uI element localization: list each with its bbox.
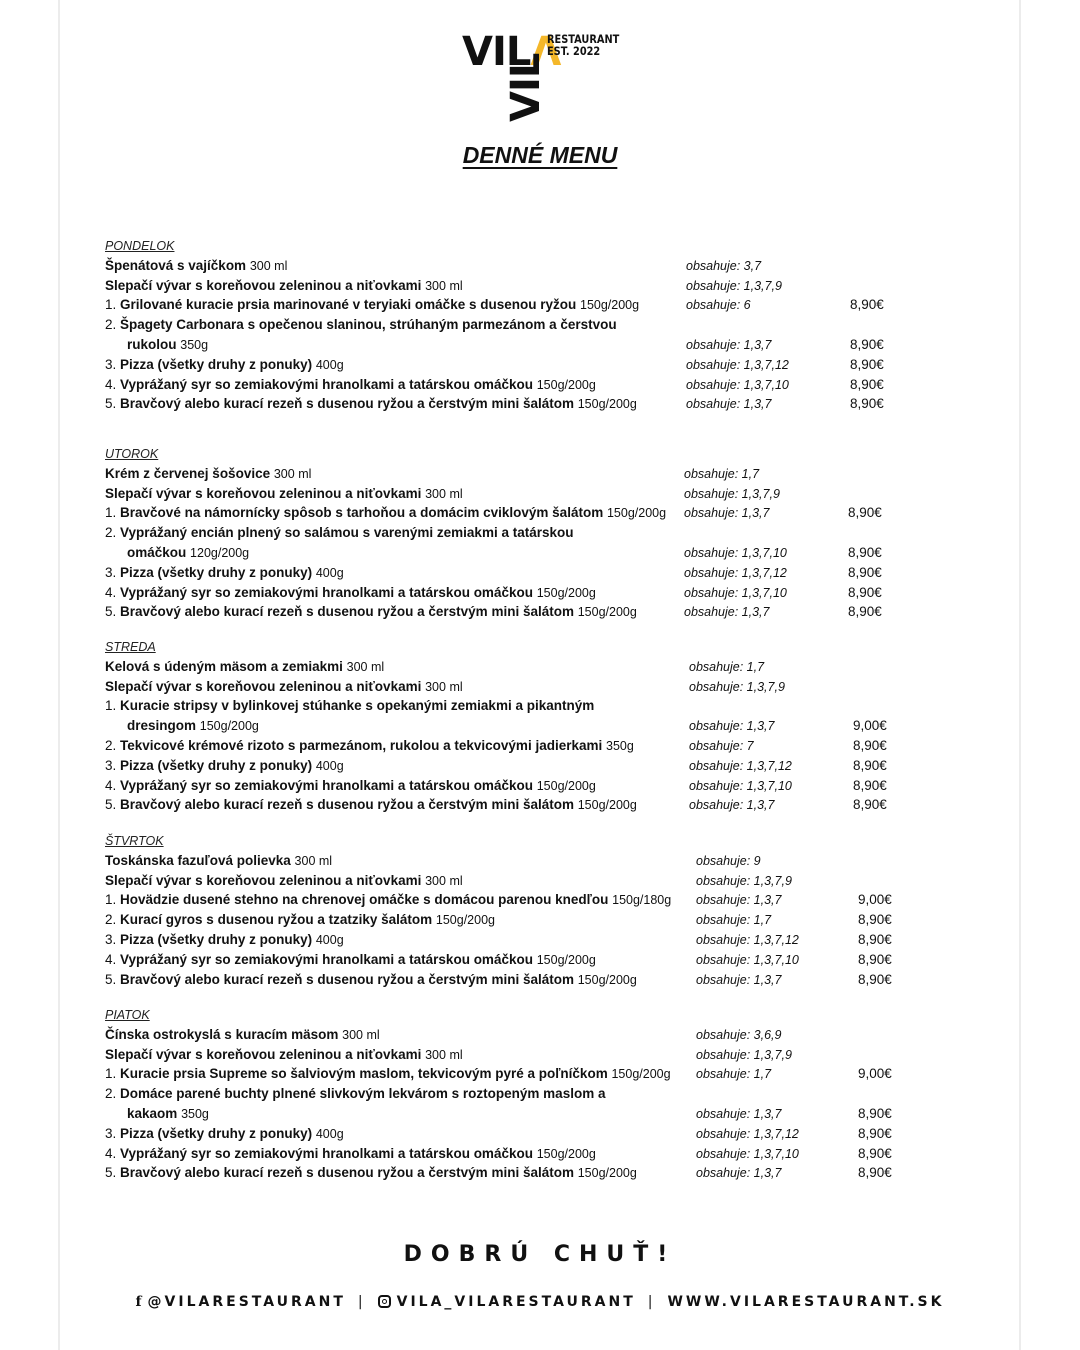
item-name: Špagety Carbonara s opečenou slaninou, strúhaným parmezánom a čerstvou — [120, 317, 617, 333]
menu-item — [105, 395, 637, 413]
item-weight: 150g/200g — [536, 377, 596, 392]
item-allergens: obsahuje: 1,3,7,9 — [696, 873, 792, 888]
item-price: 8,90€ — [858, 932, 892, 947]
menu-item — [105, 504, 666, 522]
menu-item — [105, 524, 573, 542]
menu-item — [105, 852, 332, 870]
item-name-continued: kakaom — [127, 1106, 178, 1121]
item-number: 4. — [105, 777, 117, 793]
item-weight: 150g/200g — [577, 605, 637, 620]
item-allergens: obsahuje: 1,7 — [696, 913, 772, 928]
item-weight: 150g/200g — [199, 719, 259, 734]
item-name: Kuracie prsia Supreme so šalviovým maslom, tekvicovým pyré a poľníčkom — [120, 1066, 608, 1082]
item-weight: 400g — [315, 758, 344, 773]
item-name: Kelová s údeným mäsom a zemiakmi — [105, 658, 343, 674]
item-name: Bravčový alebo kurací rezeň s dusenou ryžou a čerstvým mini šalátom — [120, 396, 574, 412]
item-name: Slepačí vývar s koreňovou zeleninou a niťovkami — [105, 277, 422, 293]
separator: | — [357, 1294, 366, 1310]
item-number: 3. — [105, 356, 117, 372]
item-allergens: obsahuje: 1,3,7,10 — [684, 546, 787, 560]
item-allergens: obsahuje: 1,3,7,12 — [696, 933, 799, 947]
menu-item — [105, 757, 344, 775]
menu-item — [105, 356, 344, 374]
item-weight: 300 ml — [425, 278, 463, 293]
item-price: 8,90€ — [858, 1165, 892, 1181]
item-name: Bravčový alebo kurací rezeň s dusenou ryžou a čerstvým mini šalátom — [120, 797, 574, 813]
logo-word: VIL — [462, 29, 531, 75]
item-name: Vyprážaný syr so zemiakovými hranolkami a tatárskou omáčkou — [120, 951, 533, 967]
item-number: 1. — [105, 505, 117, 521]
item-allergens: obsahuje: 1,3,7 — [696, 893, 782, 908]
restaurant-logo — [462, 30, 622, 130]
item-allergens: obsahuje: 1,3,7 — [686, 397, 772, 412]
item-allergens: obsahuje: 6 — [686, 298, 751, 313]
item-allergens: obsahuje: 3,7 — [686, 258, 762, 273]
instagram-icon — [378, 1295, 391, 1308]
item-allergens: obsahuje: 1,3,7,9 — [696, 1047, 792, 1062]
item-weight: 400g — [315, 565, 344, 580]
page-title: DENNÉ MENU — [462, 142, 618, 168]
item-weight: 300 ml — [425, 679, 463, 694]
item-name: Slepačí vývar s koreňovou zeleninou a niťovkami — [105, 872, 422, 888]
item-name: Tekvicové krémové rizoto s parmezánom, rukolou a tekvicovými jadierkami — [120, 738, 603, 753]
item-name-continued: rukolou — [127, 337, 177, 352]
item-number: 3. — [105, 1125, 117, 1141]
facebook-icon: f — [135, 1294, 142, 1310]
item-allergens: obsahuje: 1,3,7 — [684, 605, 770, 620]
item-allergens: obsahuje: 1,7 — [696, 1067, 772, 1082]
item-allergens: obsahuje: 3,6,9 — [696, 1027, 782, 1042]
menu-item-continued — [105, 1105, 209, 1123]
item-allergens: obsahuje: 7 — [689, 739, 754, 753]
item-number: 1. — [105, 892, 117, 908]
item-number: 4. — [105, 951, 117, 967]
item-number: 2. — [105, 317, 117, 333]
item-number: 5. — [105, 604, 117, 620]
item-allergens: obsahuje: 1,3,7,9 — [689, 679, 785, 694]
item-allergens: obsahuje: 1,3,7,12 — [689, 758, 792, 773]
item-allergens: obsahuje: 9 — [696, 853, 761, 868]
menu-item — [105, 737, 634, 755]
menu-item — [105, 796, 637, 814]
item-name: Bravčové na námornícky spôsob s tarhoňou a domácim cviklovým šalátom — [120, 505, 604, 521]
item-allergens: obsahuje: 1,3,7 — [696, 1107, 782, 1121]
item-weight: 150g/180g — [612, 893, 672, 908]
item-number: 4. — [105, 1145, 117, 1161]
day-heading: PIATOK — [105, 1008, 150, 1022]
item-number: 1. — [105, 698, 117, 714]
menu-item-continued — [105, 336, 208, 354]
menu-item — [105, 1085, 605, 1103]
day-heading: ŠTVRTOK — [105, 834, 164, 848]
menu-item — [105, 891, 671, 909]
item-price: 8,90€ — [853, 777, 887, 793]
item-weight: 400g — [315, 933, 344, 947]
item-weight: 400g — [315, 1126, 344, 1141]
item-number: 1. — [105, 1066, 117, 1082]
item-name: Bravčový alebo kurací rezeň s dusenou ryžou a čerstvým mini šalátom — [120, 971, 574, 987]
item-price: 8,90€ — [858, 1125, 892, 1141]
item-name: Toskánska fazuľová polievka — [105, 852, 291, 868]
item-price: 9,00€ — [858, 892, 892, 908]
item-name: Pizza (všetky druhy z ponuky) — [120, 1125, 313, 1141]
item-allergens: obsahuje: 1,3,7,12 — [686, 357, 789, 372]
menu-item-continued — [105, 544, 249, 562]
item-weight: 150g/200g — [536, 778, 596, 793]
item-price: 8,90€ — [850, 396, 884, 412]
menu-item — [105, 1145, 596, 1163]
item-name: Slepačí vývar s koreňovou zeleninou a niťovkami — [105, 678, 422, 694]
item-price: 8,90€ — [858, 951, 892, 967]
item-number: 5. — [105, 797, 117, 813]
item-name: Čínska ostrokyslá s kuracím mäsom — [105, 1026, 339, 1042]
item-allergens: obsahuje: 1,3,7,10 — [689, 778, 792, 793]
item-weight: 150g/200g — [577, 1166, 637, 1181]
item-name: Pizza (všetky druhy z ponuky) — [120, 757, 313, 773]
item-name: Krém z červenej šošovice — [105, 465, 271, 481]
menu-item — [105, 678, 463, 696]
item-allergens: obsahuje: 1,3,7,9 — [684, 486, 780, 501]
item-allergens: obsahuje: 1,3,7,9 — [686, 278, 782, 293]
item-price: 8,90€ — [848, 564, 882, 580]
item-name: Bravčový alebo kurací rezeň s dusenou ryžou a čerstvým mini šalátom — [120, 1165, 574, 1181]
footer-social — [0, 1294, 1080, 1310]
footer-slogan: DOBRÚ CHUŤ! — [403, 1242, 677, 1267]
item-weight: 120g/200g — [190, 546, 250, 560]
item-number: 5. — [105, 1165, 117, 1181]
logo-subtitle — [547, 33, 632, 57]
item-name: Špenátová s vajíčkom — [105, 257, 247, 273]
menu-item — [105, 911, 495, 929]
website-link[interactable]: WWW.VILARESTAURANT.SK — [667, 1294, 945, 1310]
menu-item — [105, 1026, 380, 1044]
item-name: Domáce parené buchty plnené slivkovým lekvárom s roztopeným maslom a — [120, 1086, 606, 1102]
item-name: Vyprážaný syr so zemiakovými hranolkami a tatárskou omáčkou — [120, 376, 533, 392]
item-weight: 150g/200g — [606, 506, 667, 521]
item-price: 8,90€ — [858, 1106, 892, 1121]
menu-item — [105, 931, 344, 949]
logo-subtitle-restaurant: RESTAURANT — [547, 32, 620, 46]
item-name: Pizza (všetky druhy z ponuky) — [120, 564, 313, 580]
item-price: 8,90€ — [848, 545, 882, 560]
menu-item — [105, 564, 344, 582]
item-price: 8,90€ — [850, 376, 884, 392]
item-number: 3. — [105, 932, 117, 947]
item-number: 5. — [105, 971, 117, 987]
item-allergens: obsahuje: 1,3,7 — [684, 506, 770, 521]
menu-item — [105, 584, 596, 602]
item-weight: 150g/200g — [577, 798, 637, 813]
item-allergens: obsahuje: 1,3,7,10 — [684, 585, 787, 600]
item-name-continued: omáčkou — [127, 545, 187, 560]
item-price: 8,90€ — [858, 912, 892, 928]
item-price: 8,90€ — [848, 584, 882, 600]
item-allergens: obsahuje: 1,3,7,10 — [696, 1146, 799, 1161]
item-price: 8,90€ — [848, 505, 882, 521]
item-number: 2. — [105, 1086, 117, 1102]
menu-item — [105, 951, 596, 969]
instagram-handle[interactable]: VILA_VILARESTAURANT — [396, 1294, 636, 1310]
item-price: 8,90€ — [858, 971, 892, 987]
menu-item — [105, 971, 637, 989]
item-weight: 300 ml — [294, 853, 333, 868]
item-allergens: obsahuje: 1,7 — [689, 659, 765, 674]
menu-item — [105, 777, 596, 795]
item-number: 2. — [105, 738, 117, 753]
item-name: Vyprážaný syr so zemiakovými hranolkami a tatárskou omáčkou — [120, 584, 533, 600]
item-weight: 300 ml — [425, 486, 463, 501]
item-weight: 150g/200g — [577, 972, 637, 987]
item-number: 2. — [105, 525, 117, 541]
item-name: Kurací gyros s dusenou ryžou a tzatziky šalátom — [120, 912, 433, 928]
item-number: 5. — [105, 396, 117, 412]
menu-item — [105, 296, 639, 314]
item-price: 8,90€ — [850, 297, 884, 313]
item-name: Hovädzie dusené stehno na chrenovej omáčke s domácou parenou knedľou — [120, 892, 609, 908]
item-name: Pizza (všetky druhy z ponuky) — [120, 356, 313, 372]
item-name: Vyprážaný syr so zemiakovými hranolkami a tatárskou omáčkou — [120, 1145, 533, 1161]
item-weight: 300 ml — [425, 1047, 463, 1062]
item-name: Slepačí vývar s koreňovou zeleninou a niťovkami — [105, 1046, 422, 1062]
item-number: 2. — [105, 912, 117, 928]
item-allergens: obsahuje: 1,3,7 — [689, 719, 775, 734]
logo-accent-a: Λ — [530, 29, 561, 75]
page-edge-right — [1019, 0, 1021, 1350]
item-weight: 150g/200g — [536, 585, 596, 600]
item-name: Kuracie stripsy v bylinkovej stúhanke s opekanými zemiakmi a pikantným — [120, 698, 595, 714]
menu-item — [105, 465, 311, 483]
item-number: 4. — [105, 376, 117, 392]
item-weight: 150g/200g — [435, 913, 495, 928]
item-weight: 300 ml — [346, 659, 385, 674]
item-price: 8,90€ — [853, 738, 887, 753]
menu-item — [105, 277, 463, 295]
item-price: 8,90€ — [853, 757, 887, 773]
item-price: 8,90€ — [853, 797, 887, 813]
item-name-continued: dresingom — [127, 718, 197, 734]
day-heading: UTOROK — [105, 447, 159, 461]
item-name: Bravčový alebo kurací rezeň s dusenou ryžou a čerstvým mini šalátom — [120, 604, 574, 620]
menu-item — [105, 485, 463, 503]
item-name: Vyprážaný syr so zemiakovými hranolkami a tatárskou omáčkou — [120, 777, 533, 793]
menu-item — [105, 257, 287, 275]
item-price: 8,90€ — [858, 1145, 892, 1161]
item-allergens: obsahuje: 1,3,7,12 — [696, 1126, 799, 1141]
menu-item — [105, 697, 594, 715]
logo-wordmark-rotated: VIL — [503, 53, 549, 122]
item-price: 8,90€ — [850, 356, 884, 372]
item-name: Pizza (všetky druhy z ponuky) — [120, 932, 313, 947]
menu-item — [105, 603, 637, 621]
item-weight: 300 ml — [249, 258, 288, 273]
menu-item — [105, 1065, 671, 1083]
item-weight: 150g/200g — [580, 298, 640, 313]
day-heading: PONDELOK — [105, 239, 175, 253]
item-allergens: obsahuje: 1,3,7 — [689, 798, 775, 813]
menu-item — [105, 872, 463, 890]
item-weight: 150g/200g — [536, 952, 596, 967]
facebook-handle[interactable]: @VILARESTAURANT — [147, 1294, 346, 1310]
separator: | — [647, 1294, 656, 1310]
item-price: 9,00€ — [853, 718, 887, 734]
item-number: 4. — [105, 584, 117, 600]
menu-item — [105, 658, 384, 676]
item-price: 9,00€ — [858, 1066, 892, 1082]
item-weight: 350g — [181, 1107, 209, 1121]
item-allergens: obsahuje: 1,3,7,10 — [686, 377, 789, 392]
item-weight: 300 ml — [425, 873, 463, 888]
logo-subtitle-est: EST. 2022 — [547, 44, 601, 58]
item-number: 1. — [105, 297, 117, 313]
item-weight: 150g/200g — [577, 397, 637, 412]
item-number: 3. — [105, 564, 117, 580]
item-name: Grilované kuracie prsia marinované v teryiaki omáčke s dusenou ryžou — [120, 297, 577, 313]
item-allergens: obsahuje: 1,7 — [684, 466, 760, 481]
menu-item — [105, 376, 596, 394]
menu-item — [105, 316, 617, 334]
item-number: 3. — [105, 757, 117, 773]
item-weight: 350g — [606, 739, 634, 753]
item-allergens: obsahuje: 1,3,7,12 — [684, 565, 787, 580]
menu-item-continued — [105, 717, 259, 735]
item-weight: 400g — [315, 357, 344, 372]
item-name: Vyprážaný encián plnený so salámou s varenými zemiakmi a tatárskou — [120, 525, 574, 541]
item-price: 8,90€ — [850, 337, 884, 352]
item-weight: 350g — [180, 338, 209, 352]
menu-item — [105, 1164, 637, 1182]
item-weight: 150g/200g — [536, 1146, 596, 1161]
menu-item — [105, 1125, 344, 1143]
day-heading: STREDA — [105, 640, 156, 654]
item-allergens: obsahuje: 1,3,7 — [696, 972, 782, 987]
item-name: Slepačí vývar s koreňovou zeleninou a niťovkami — [105, 485, 422, 501]
item-allergens: obsahuje: 1,3,7,10 — [696, 952, 799, 967]
page-edge-left — [58, 0, 60, 1350]
item-weight: 300 ml — [342, 1027, 380, 1042]
item-weight: 300 ml — [273, 466, 312, 481]
item-allergens: obsahuje: 1,3,7 — [696, 1166, 782, 1181]
item-price: 8,90€ — [848, 604, 882, 620]
item-weight: 150g/200g — [611, 1067, 671, 1082]
item-allergens: obsahuje: 1,3,7 — [686, 338, 772, 352]
menu-item — [105, 1046, 463, 1064]
